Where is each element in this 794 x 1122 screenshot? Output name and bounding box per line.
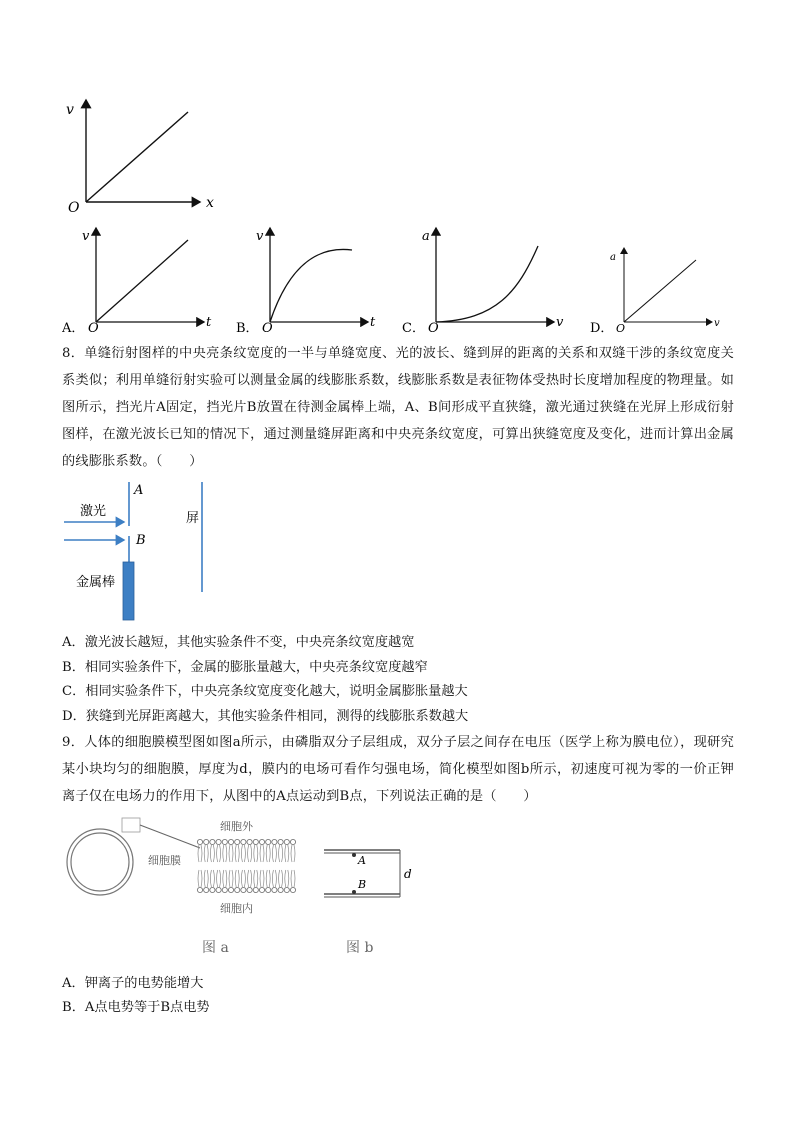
graph-curve: [270, 249, 352, 322]
caption-b: 图 b: [346, 940, 374, 956]
q8-stem: 8．单缝衍射图样的中央亮条纹宽度的一半与单缝宽度、光的波长、缝到屏的距离的关系和双缝干涉的条纹宽度关系类似；利用单缝衍射实验可以测量金属的线膨胀系数，线膨胀系数是表征物体受热时长度增加程度的物理量。如图所示，挡光片A固定，挡光片B放置在待测金属棒上端，A、B间形成平直狭缝，激光通过狭缝在光屏上形成衍射图样，在激光波长已知的情况下，通过测量缝屏距离和中央亮条纹宽度，可算出狭缝宽度及变化，进而计算出金属的线膨胀系数。（ ）: [62, 346, 734, 469]
option-graph-c: [402, 218, 572, 336]
axis-label-x: t: [206, 315, 212, 330]
membrane-label: 细胞膜: [148, 854, 181, 867]
axis-label-y: v: [66, 102, 74, 118]
q9-option-b: B．A点电势等于B点电势: [62, 1000, 210, 1015]
axis-label-y: a: [610, 252, 616, 263]
point-b: [352, 890, 356, 894]
option-graph-d: [590, 218, 730, 336]
axis-label-y: a: [422, 229, 430, 244]
label-b: B: [136, 533, 146, 548]
option-letter: C．: [402, 321, 425, 336]
q9-stem: 9．人体的细胞膜模型图如图a所示，由磷脂双分子层组成，双分子层之间存在电压（医学上称为膜电位），现研究某小块均匀的细胞膜，厚度为d，膜内的电场可看作匀强电场，简化模型如图b所示，初速度可视为零的一价正钾离子仅在电场力的作用下，从图中的A点运动到B点，下列说法正确的是（ ）: [62, 735, 734, 804]
axis-label-x: v: [556, 315, 564, 330]
label-d: d: [404, 867, 412, 881]
graph-top-v-x: [60, 92, 230, 216]
q9-figure-a: [60, 812, 300, 962]
label-b: B: [358, 878, 367, 891]
point-a: [352, 853, 356, 857]
axis-label-x: v: [714, 318, 720, 329]
origin-label: O: [428, 321, 439, 336]
inside-label: 细胞内: [220, 902, 253, 915]
graph-curve: [436, 246, 538, 322]
origin-label: O: [68, 200, 80, 216]
axis-label-y: v: [256, 229, 264, 244]
q8-option-c: C．相同实验条件下，中央亮条纹宽度变化越大，说明金属膨胀量越大: [62, 684, 468, 699]
graph-curve: [96, 240, 188, 322]
option-letter: D．: [590, 321, 614, 336]
metal-rod: [123, 562, 134, 620]
axis-label-x: t: [370, 315, 376, 330]
screen-label: 屏: [186, 511, 200, 526]
q8-slit-figure: [62, 474, 222, 624]
q8-option-b: B．相同实验条件下，金属的膨胀量越大，中央亮条纹宽度越窄: [62, 660, 428, 675]
q9-option-a: A．钾离子的电势能增大: [62, 976, 204, 991]
option-letter: B．: [236, 321, 259, 336]
q9-figure-b: [316, 836, 426, 962]
laser-label: 激光: [80, 504, 107, 519]
axis-label-y: v: [82, 229, 90, 244]
option-letter: A．: [62, 321, 85, 336]
lipid-bilayer: [197, 839, 295, 892]
q8-option-d: D．狭缝到光屏距离越大，其他实验条件相同，测得的线膨胀系数越大: [62, 709, 469, 724]
origin-label: O: [616, 322, 626, 335]
graph-curve: [624, 260, 696, 322]
origin-label: O: [262, 321, 273, 336]
label-a: A: [358, 854, 366, 867]
option-graph-a: [62, 218, 222, 336]
option-graph-b: [236, 218, 386, 336]
axis-label-x: x: [206, 195, 214, 211]
rod-label: 金属棒: [76, 575, 116, 590]
outside-label: 细胞外: [220, 820, 253, 833]
label-a: A: [134, 483, 144, 498]
caption-a: 图 a: [202, 940, 229, 956]
origin-label: O: [88, 321, 99, 336]
q8-option-a: A．激光波长越短，其他实验条件不变，中央亮条纹宽度越宽: [62, 635, 415, 650]
